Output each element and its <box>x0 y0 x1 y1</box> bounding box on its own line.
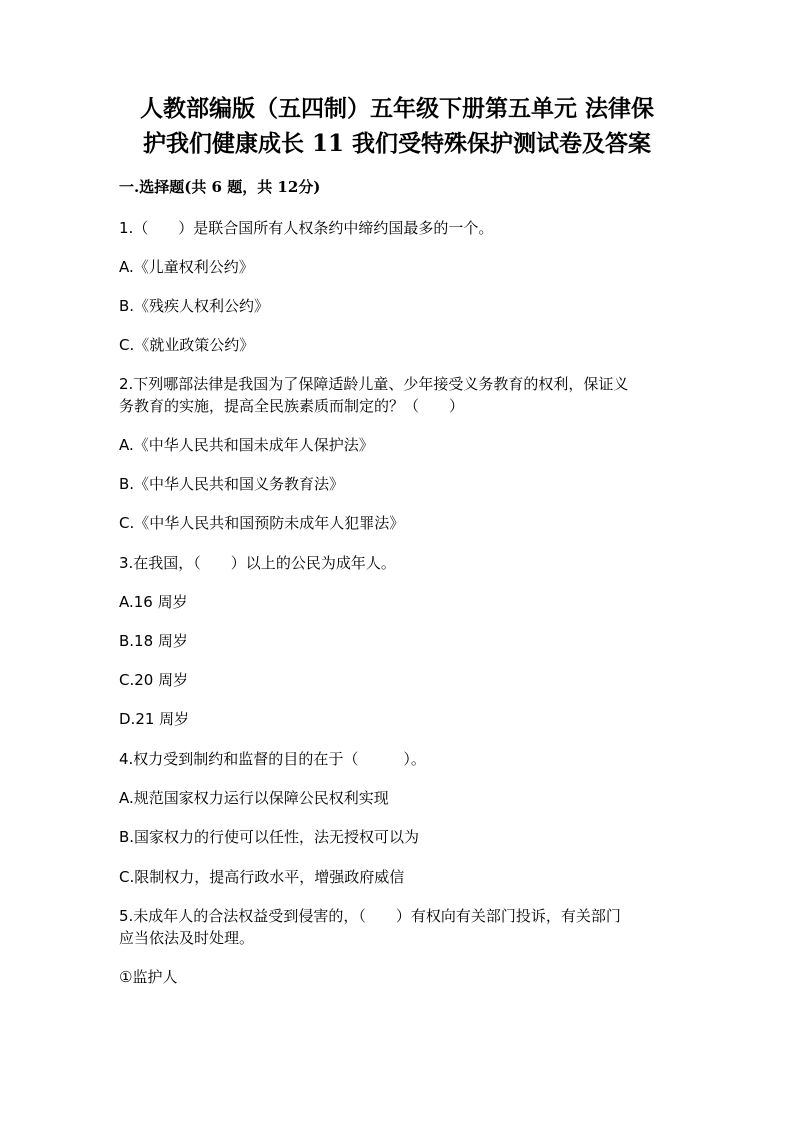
question-5-option-1: ①监护人 <box>119 968 178 986</box>
question-2-stem-line-2: 务教育的实施，提高全民族素质而制定的？（ ） <box>119 397 465 415</box>
question-1-option-a: A.《儿童权利公约》 <box>119 258 254 276</box>
question-2-option-b: B.《中华人民共和国义务教育法》 <box>119 475 345 493</box>
question-5-stem-line-2: 应当依法及时处理。 <box>119 929 255 947</box>
question-1-option-c: C.《就业政策公约》 <box>119 336 255 354</box>
question-1-stem: 1.（ ）是联合国所有人权条约中缔约国最多的一个。 <box>119 219 494 237</box>
section-heading-multiple-choice: 一.选择题(共 6 题，共 12分) <box>119 178 321 196</box>
question-4-stem: 4.权力受到制约和监督的目的在于（ ）。 <box>119 750 426 768</box>
question-5-stem-line-1: 5.未成年人的合法权益受到侵害的，（ ）有权向有关部门投诉，有关部门 <box>119 907 621 925</box>
question-4-option-b: B.国家权力的行使可以任性，法无授权可以为 <box>119 828 420 846</box>
question-4-option-a: A.规范国家权力运行以保障公民权利实现 <box>119 789 389 807</box>
question-2-option-a: A.《中华人民共和国未成年人保护法》 <box>119 436 374 454</box>
document-title-line-1: 人教部编版（五四制）五年级下册第五单元 法律保 <box>139 95 654 122</box>
question-3-option-a: A.16 周岁 <box>119 593 188 611</box>
question-4-option-c: C.限制权力，提高行政水平，增强政府威信 <box>119 868 405 886</box>
question-1-option-b: B.《残疾人权利公约》 <box>119 297 270 315</box>
question-3-option-d: D.21 周岁 <box>119 710 190 728</box>
question-2-option-c: C.《中华人民共和国预防未成年人犯罪法》 <box>119 514 405 532</box>
question-2-stem-line-1: 2.下列哪部法律是我国为了保障适龄儿童、少年接受义务教育的权利，保证义 <box>119 375 629 393</box>
question-3-option-c: C.20 周岁 <box>119 671 189 689</box>
question-3-stem: 3.在我国，（ ）以上的公民为成年人。 <box>119 554 396 572</box>
document-title-line-2: 护我们健康成长 11 我们受特殊保护测试卷及答案 <box>142 130 652 157</box>
question-3-option-b: B.18 周岁 <box>119 632 188 650</box>
